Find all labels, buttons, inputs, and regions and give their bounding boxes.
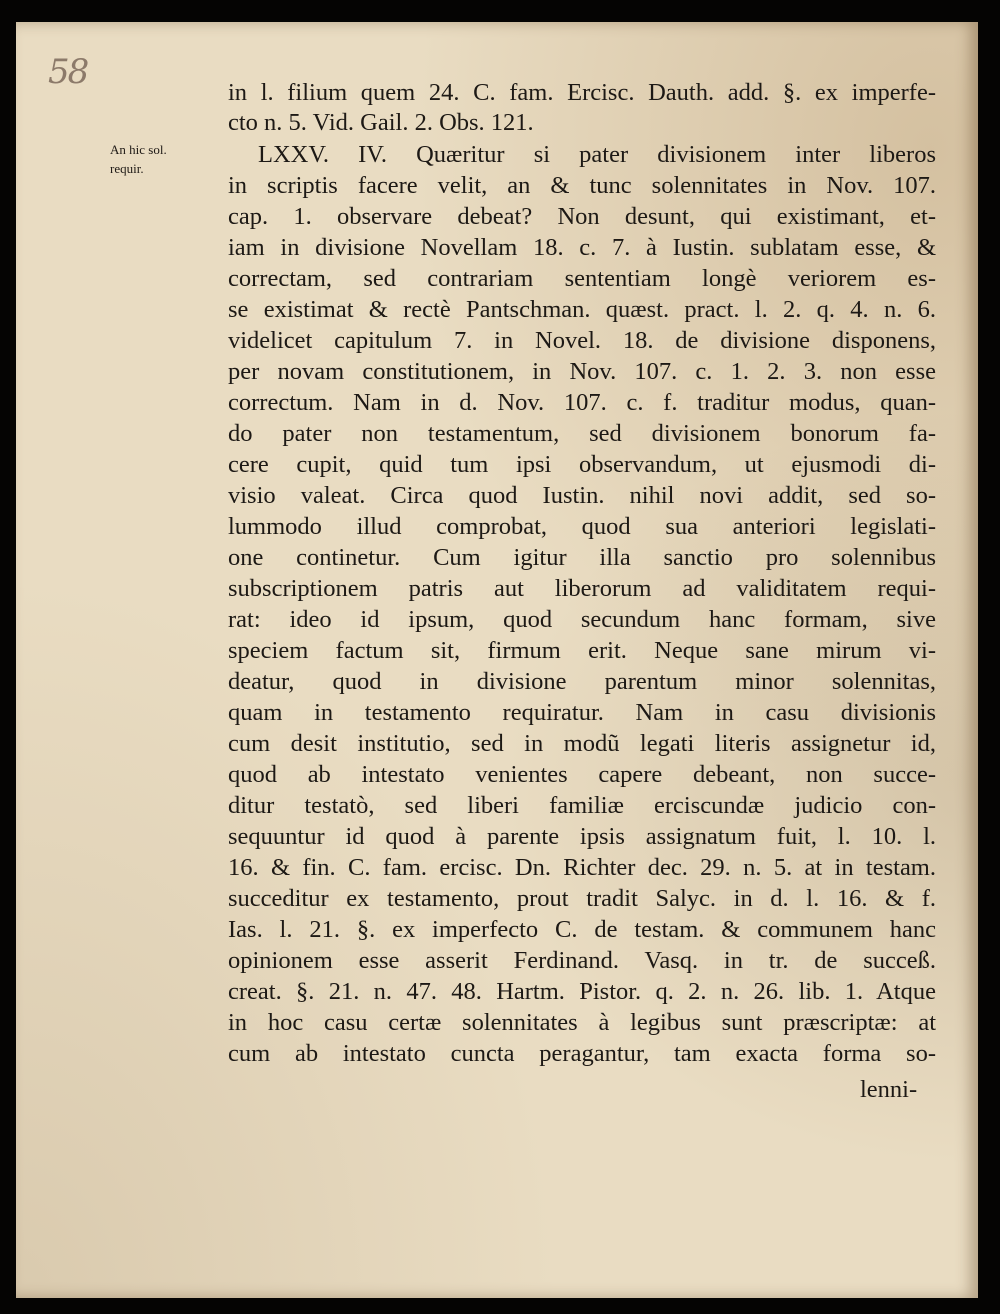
text-line: cap. 1. observare debeat? Non desunt, qui existimant, et- xyxy=(228,203,936,230)
text-line: in scriptis facere velit, an & tunc solennitates in Nov. 107. xyxy=(228,172,936,199)
text-line: cum desit institutio, sed in modũ legati literis assignetur id, xyxy=(228,730,936,757)
text-line: succeditur ex testamento, prout tradit Salyc. in d. l. 16. & f. xyxy=(228,885,936,912)
margin-note-line: An hic sol. xyxy=(110,142,167,157)
text-line: quod ab intestato venientes capere debeant, non succe- xyxy=(228,761,936,788)
text-line: rat: ideo id ipsum, quod secundum hanc formam, sive xyxy=(228,606,936,633)
text-line: quam in testamento requiratur. Nam in casu divisionis xyxy=(228,699,936,726)
text-line: deatur, quod in divisione parentum minor solennitas, xyxy=(228,668,936,695)
text-line: one continetur. Cum igitur illa sanctio pro solennibus xyxy=(228,544,936,571)
text-line: speciem factum sit, firmum erit. Neque sane mirum vi- xyxy=(228,637,936,664)
text-line: visio valeat. Circa quod Iustin. nihil novi addit, sed so- xyxy=(228,482,936,509)
text-line: se existimat & rectè Pantschman. quæst. pract. l. 2. q. 4. n. 6. xyxy=(228,296,936,323)
text-line: opinionem esse asserit Ferdinand. Vasq. in tr. de succeß. xyxy=(228,947,936,974)
text-line: cto n. 5. Vid. Gail. 2. Obs. 121. xyxy=(228,109,534,136)
text-line: do pater non testamentum, sed divisionem bonorum fa- xyxy=(228,420,936,447)
text-line: iam in divisione Novellam 18. c. 7. à Iustin. sublatam esse, & xyxy=(228,234,936,261)
text-line: videlicet capitulum 7. in Novel. 18. de divisione disponens, xyxy=(228,327,936,354)
text-line: subscriptionem patris aut liberorum ad validitatem requi- xyxy=(228,575,936,602)
text-line: correctum. Nam in d. Nov. 107. c. f. traditur modus, quan- xyxy=(228,389,936,416)
text-line: in l. filium quem 24. C. fam. Ercisc. Dauth. add. §. ex imperfe- xyxy=(228,79,936,106)
margin-note-line: requir. xyxy=(110,161,144,176)
text-line: 16. & fin. C. fam. ercisc. Dn. Richter dec. 29. n. 5. at in testam. xyxy=(228,854,936,881)
text-line: cum ab intestato cuncta peragantur, tam exacta forma so- xyxy=(228,1040,936,1067)
text-line: lummodo illud comprobat, quod sua anteriori legislati- xyxy=(228,513,936,540)
text-line: ditur testatò, sed liberi familiæ erciscundæ judicio con- xyxy=(228,792,936,819)
text-line: per novam constitutionem, in Nov. 107. c. 1. 2. 3. non esse xyxy=(228,358,936,385)
text-line: correctam, sed contrariam sententiam longè veriorem es- xyxy=(228,265,936,292)
text-line: sequuntur id quod à parente ipsis assignatum fuit, l. 10. l. xyxy=(228,823,936,850)
text-line: cere cupit, quid tum ipsi observandum, ut ejusmodi di- xyxy=(228,451,936,478)
paragraph-start-line: LXXV. IV. Quæritur si pater divisionem inter liberos xyxy=(258,141,936,168)
page-number: 58 xyxy=(48,52,88,92)
text-line: creat. §. 21. n. 47. 48. Hartm. Pistor. q. 2. n. 26. lib. 1. Atque xyxy=(228,978,936,1005)
text-line: in hoc casu certæ solennitates à legibus sunt præscriptæ: at xyxy=(228,1009,936,1036)
catchword: lenni- xyxy=(860,1076,918,1103)
text-line: Ias. l. 21. §. ex imperfecto C. de testam. & communem hanc xyxy=(228,916,936,943)
